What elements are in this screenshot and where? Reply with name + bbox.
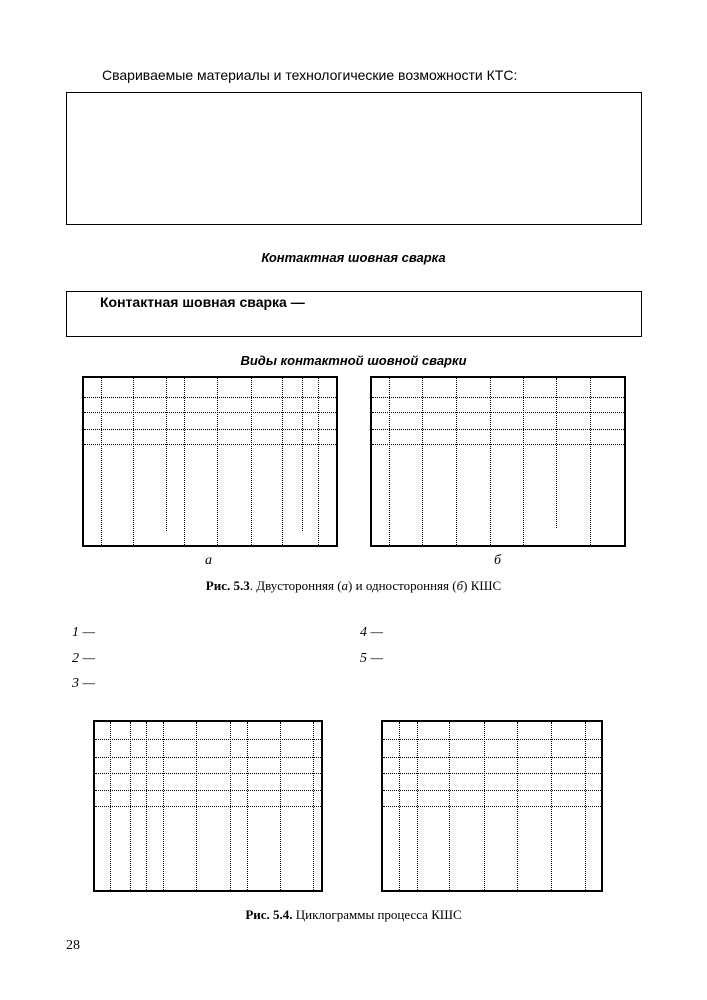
- cyclogram-grid-left: [93, 720, 323, 892]
- materials-label: Свариваемые материалы и технологические возможности КТС:: [102, 67, 518, 83]
- legend-item-1: 1 —: [72, 625, 95, 640]
- definition-box[interactable]: [66, 291, 642, 337]
- figure-grid-a: [82, 376, 338, 547]
- legend-item-2: 2 —: [72, 651, 95, 666]
- materials-answer-box[interactable]: [66, 92, 642, 225]
- subfigure-label-b: б: [494, 553, 502, 568]
- figure-grid-b: [370, 376, 626, 547]
- caption-number: Рис. 5.4.: [245, 907, 293, 922]
- types-title: Виды контактной шовной сварки: [240, 353, 467, 368]
- page-number: 28: [66, 938, 80, 953]
- figure-caption-5-4: Рис. 5.4. Циклограммы процесса КШС: [245, 907, 462, 922]
- definition-term: Контактная шовная сварка —: [100, 294, 305, 310]
- caption-number: Рис. 5.3: [205, 578, 250, 593]
- legend-item-4: 4 —: [360, 625, 383, 640]
- figure-caption-5-3: Рис. 5.3. Двусторонняя (а) и односторонняя (б) КШС: [205, 578, 502, 593]
- section-title: Контактная шовная сварка: [261, 250, 446, 265]
- cyclogram-grid-right: [381, 720, 603, 892]
- legend-item-5: 5 —: [360, 651, 383, 666]
- legend-item-3: 3 —: [72, 676, 95, 691]
- subfigure-label-a: а: [205, 553, 212, 568]
